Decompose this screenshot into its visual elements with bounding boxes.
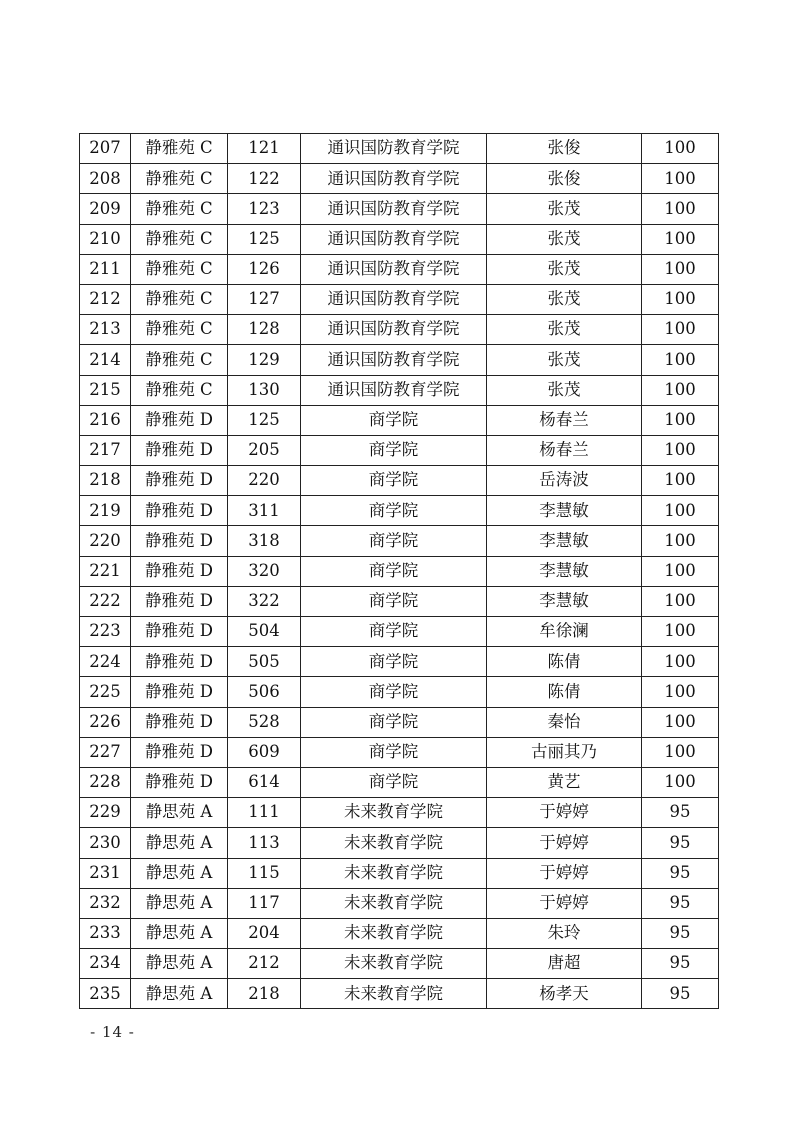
name-cell: 杨春兰: [487, 405, 642, 435]
college-cell: 商学院: [301, 677, 487, 707]
table-row: [80, 677, 719, 707]
room-cell: 125: [228, 405, 301, 435]
row-number-cell: 220: [80, 526, 131, 556]
table-row: [80, 798, 719, 828]
score-cell: 100: [642, 194, 719, 224]
name-cell: 杨春兰: [487, 435, 642, 465]
table-row: [80, 707, 719, 737]
name-cell: 陈倩: [487, 647, 642, 677]
room-cell: 528: [228, 707, 301, 737]
score-cell: 100: [642, 767, 719, 797]
row-number-cell: 228: [80, 767, 131, 797]
row-number-cell: 231: [80, 858, 131, 888]
table-row: [80, 194, 719, 224]
row-number-cell: 235: [80, 979, 131, 1009]
name-cell: 张俊: [487, 164, 642, 194]
building-cell: 静雅苑 D: [131, 556, 228, 586]
row-number-cell: 215: [80, 375, 131, 405]
name-cell: 李慧敏: [487, 526, 642, 556]
college-cell: 通识国防教育学院: [301, 224, 487, 254]
name-cell: 岳涛波: [487, 466, 642, 496]
table-row: [80, 466, 719, 496]
room-cell: 505: [228, 647, 301, 677]
college-cell: 通识国防教育学院: [301, 164, 487, 194]
building-cell: 静雅苑 D: [131, 647, 228, 677]
college-cell: 通识国防教育学院: [301, 375, 487, 405]
building-cell: 静思苑 A: [131, 888, 228, 918]
score-cell: 100: [642, 224, 719, 254]
room-cell: 125: [228, 224, 301, 254]
score-cell: 100: [642, 164, 719, 194]
row-number-cell: 230: [80, 828, 131, 858]
college-cell: 通识国防教育学院: [301, 134, 487, 164]
score-cell: 95: [642, 979, 719, 1009]
records-table-body: [80, 134, 719, 1009]
college-cell: 商学院: [301, 617, 487, 647]
row-number-cell: 234: [80, 949, 131, 979]
row-number-cell: 233: [80, 918, 131, 948]
table-row: [80, 888, 719, 918]
row-number-cell: 224: [80, 647, 131, 677]
row-number-cell: 214: [80, 345, 131, 375]
row-number-cell: 218: [80, 466, 131, 496]
building-cell: 静思苑 A: [131, 918, 228, 948]
college-cell: 未来教育学院: [301, 858, 487, 888]
building-cell: 静雅苑 D: [131, 496, 228, 526]
row-number-cell: 211: [80, 254, 131, 284]
table-row: [80, 586, 719, 616]
room-cell: 218: [228, 979, 301, 1009]
table-row: [80, 284, 719, 314]
row-number-cell: 222: [80, 586, 131, 616]
table-row: [80, 435, 719, 465]
college-cell: 商学院: [301, 405, 487, 435]
name-cell: 张茂: [487, 375, 642, 405]
name-cell: 于婷婷: [487, 828, 642, 858]
score-cell: 95: [642, 949, 719, 979]
score-cell: 95: [642, 828, 719, 858]
score-cell: 100: [642, 254, 719, 284]
building-cell: 静雅苑 C: [131, 284, 228, 314]
table-row: [80, 375, 719, 405]
room-cell: 212: [228, 949, 301, 979]
row-number-cell: 223: [80, 617, 131, 647]
score-cell: 95: [642, 798, 719, 828]
building-cell: 静思苑 A: [131, 858, 228, 888]
row-number-cell: 208: [80, 164, 131, 194]
score-cell: 100: [642, 466, 719, 496]
table-row: [80, 526, 719, 556]
score-cell: 95: [642, 888, 719, 918]
building-cell: 静思苑 A: [131, 828, 228, 858]
room-cell: 205: [228, 435, 301, 465]
name-cell: 李慧敏: [487, 556, 642, 586]
score-cell: 100: [642, 345, 719, 375]
room-cell: 129: [228, 345, 301, 375]
building-cell: 静雅苑 D: [131, 737, 228, 767]
name-cell: 黄艺: [487, 767, 642, 797]
score-cell: 100: [642, 556, 719, 586]
name-cell: 于婷婷: [487, 858, 642, 888]
room-cell: 113: [228, 828, 301, 858]
college-cell: 商学院: [301, 737, 487, 767]
room-cell: 126: [228, 254, 301, 284]
name-cell: 秦怡: [487, 707, 642, 737]
table-row: [80, 979, 719, 1009]
name-cell: 李慧敏: [487, 586, 642, 616]
name-cell: 牟徐澜: [487, 617, 642, 647]
building-cell: 静雅苑 C: [131, 254, 228, 284]
table-row: [80, 224, 719, 254]
row-number-cell: 227: [80, 737, 131, 767]
building-cell: 静思苑 A: [131, 798, 228, 828]
table-row: [80, 164, 719, 194]
row-number-cell: 232: [80, 888, 131, 918]
room-cell: 318: [228, 526, 301, 556]
building-cell: 静雅苑 C: [131, 224, 228, 254]
row-number-cell: 216: [80, 405, 131, 435]
score-cell: 95: [642, 918, 719, 948]
name-cell: 张茂: [487, 254, 642, 284]
name-cell: 张茂: [487, 284, 642, 314]
table-row: [80, 134, 719, 164]
room-cell: 204: [228, 918, 301, 948]
building-cell: 静雅苑 C: [131, 134, 228, 164]
college-cell: 未来教育学院: [301, 888, 487, 918]
name-cell: 古丽其乃: [487, 737, 642, 767]
row-number-cell: 217: [80, 435, 131, 465]
college-cell: 通识国防教育学院: [301, 194, 487, 224]
room-cell: 311: [228, 496, 301, 526]
row-number-cell: 210: [80, 224, 131, 254]
name-cell: 于婷婷: [487, 888, 642, 918]
score-cell: 100: [642, 617, 719, 647]
row-number-cell: 229: [80, 798, 131, 828]
building-cell: 静雅苑 D: [131, 435, 228, 465]
table-row: [80, 767, 719, 797]
score-cell: 100: [642, 496, 719, 526]
table-row: [80, 918, 719, 948]
name-cell: 唐超: [487, 949, 642, 979]
score-cell: 100: [642, 526, 719, 556]
college-cell: 商学院: [301, 435, 487, 465]
building-cell: 静雅苑 D: [131, 677, 228, 707]
college-cell: 商学院: [301, 707, 487, 737]
name-cell: 于婷婷: [487, 798, 642, 828]
score-cell: 95: [642, 858, 719, 888]
table-row: [80, 315, 719, 345]
building-cell: 静雅苑 C: [131, 375, 228, 405]
table-row: [80, 496, 719, 526]
room-cell: 123: [228, 194, 301, 224]
college-cell: 商学院: [301, 767, 487, 797]
table-row: [80, 858, 719, 888]
college-cell: 商学院: [301, 496, 487, 526]
college-cell: 商学院: [301, 586, 487, 616]
building-cell: 静思苑 A: [131, 949, 228, 979]
name-cell: 陈倩: [487, 677, 642, 707]
row-number-cell: 212: [80, 284, 131, 314]
score-cell: 100: [642, 435, 719, 465]
room-cell: 117: [228, 888, 301, 918]
table-row: [80, 254, 719, 284]
building-cell: 静雅苑 D: [131, 617, 228, 647]
table-row: [80, 737, 719, 767]
row-number-cell: 219: [80, 496, 131, 526]
college-cell: 商学院: [301, 466, 487, 496]
college-cell: 未来教育学院: [301, 979, 487, 1009]
building-cell: 静雅苑 D: [131, 586, 228, 616]
name-cell: 张茂: [487, 194, 642, 224]
table-row: [80, 617, 719, 647]
building-cell: 静雅苑 D: [131, 466, 228, 496]
college-cell: 未来教育学院: [301, 918, 487, 948]
table-row: [80, 405, 719, 435]
room-cell: 614: [228, 767, 301, 797]
score-cell: 100: [642, 284, 719, 314]
college-cell: 未来教育学院: [301, 949, 487, 979]
room-cell: 115: [228, 858, 301, 888]
row-number-cell: 225: [80, 677, 131, 707]
row-number-cell: 213: [80, 315, 131, 345]
row-number-cell: 226: [80, 707, 131, 737]
college-cell: 通识国防教育学院: [301, 315, 487, 345]
score-cell: 100: [642, 375, 719, 405]
room-cell: 122: [228, 164, 301, 194]
table-row: [80, 949, 719, 979]
score-cell: 100: [642, 647, 719, 677]
table-row: [80, 556, 719, 586]
building-cell: 静思苑 A: [131, 979, 228, 1009]
room-cell: 128: [228, 315, 301, 345]
college-cell: 商学院: [301, 556, 487, 586]
college-cell: 未来教育学院: [301, 828, 487, 858]
college-cell: 商学院: [301, 647, 487, 677]
page-number: - 14 -: [90, 1023, 135, 1041]
room-cell: 504: [228, 617, 301, 647]
table-row: [80, 345, 719, 375]
room-cell: 111: [228, 798, 301, 828]
name-cell: 朱玲: [487, 918, 642, 948]
name-cell: 李慧敏: [487, 496, 642, 526]
score-cell: 100: [642, 707, 719, 737]
college-cell: 通识国防教育学院: [301, 345, 487, 375]
name-cell: 张茂: [487, 224, 642, 254]
room-cell: 322: [228, 586, 301, 616]
building-cell: 静雅苑 D: [131, 707, 228, 737]
room-cell: 130: [228, 375, 301, 405]
name-cell: 杨孝天: [487, 979, 642, 1009]
building-cell: 静雅苑 C: [131, 164, 228, 194]
building-cell: 静雅苑 C: [131, 194, 228, 224]
score-cell: 100: [642, 586, 719, 616]
college-cell: 通识国防教育学院: [301, 284, 487, 314]
room-cell: 121: [228, 134, 301, 164]
building-cell: 静雅苑 D: [131, 405, 228, 435]
building-cell: 静雅苑 C: [131, 315, 228, 345]
room-cell: 506: [228, 677, 301, 707]
room-cell: 220: [228, 466, 301, 496]
college-cell: 未来教育学院: [301, 798, 487, 828]
row-number-cell: 221: [80, 556, 131, 586]
score-cell: 100: [642, 405, 719, 435]
score-cell: 100: [642, 315, 719, 345]
college-cell: 通识国防教育学院: [301, 254, 487, 284]
records-table: [79, 133, 719, 1009]
building-cell: 静雅苑 D: [131, 767, 228, 797]
room-cell: 320: [228, 556, 301, 586]
table-row: [80, 828, 719, 858]
name-cell: 张茂: [487, 345, 642, 375]
college-cell: 商学院: [301, 526, 487, 556]
table-row: [80, 647, 719, 677]
row-number-cell: 207: [80, 134, 131, 164]
name-cell: 张俊: [487, 134, 642, 164]
building-cell: 静雅苑 C: [131, 345, 228, 375]
score-cell: 100: [642, 134, 719, 164]
room-cell: 127: [228, 284, 301, 314]
building-cell: 静雅苑 D: [131, 526, 228, 556]
score-cell: 100: [642, 737, 719, 767]
score-cell: 100: [642, 677, 719, 707]
room-cell: 609: [228, 737, 301, 767]
row-number-cell: 209: [80, 194, 131, 224]
name-cell: 张茂: [487, 315, 642, 345]
